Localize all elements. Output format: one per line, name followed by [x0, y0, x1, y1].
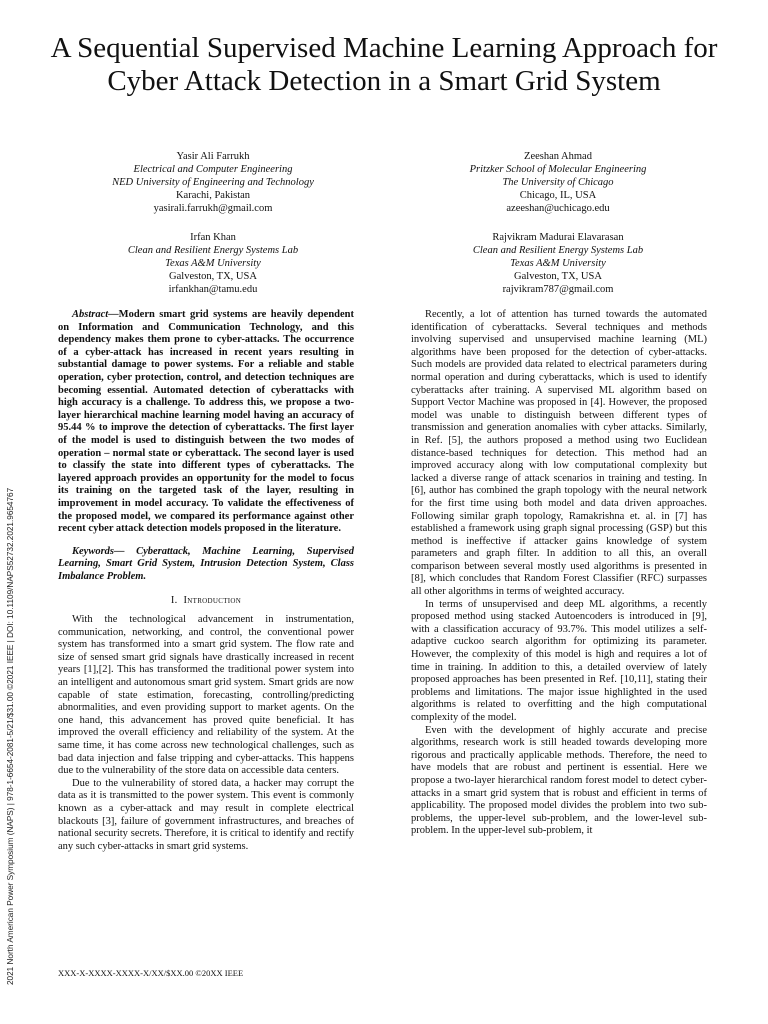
abstract-text: —Modern smart grid systems are heavily dependent on Information and Communication Technology, and this dependency makes them prone to cyber-attacks. The occurrence of a cyber-attack has increased in recent years resulting in substantial damage to power systems. For a reliable and stable operation, cyber protection, control, and detection techniques are becoming essential. Automated detection of cyberattacks with high accuracy is a challenge. To address this, we propose a two-layer hierarchical machine learning model having an accuracy of 95.44 % to improve the detection of cyberattacks. The first layer of the model is used to distinguish between the two modes of operation – normal state or cyberattack. The second layer is used to classify the state into different types of cyberattacks. The layered approach provides an opportunity for the model to focus its training on the targeted task of the layer, resulting in improvement in model accuracy. To validate the effectiveness of the proposed model, we compared its performance against other recent cyber attack detection models proposed in the literature. — [58, 309, 354, 535]
author-block-3 — [63, 231, 363, 296]
author-block-1 — [63, 150, 363, 215]
body-paragraph: Recently, a lot of attention has turned towards the automated identification of cyberattacks. Several techniques and methods involving supervised and unsupervised machine learning (ML) algorithms have been proposed for the detection of cyber-attacks. Such models are provided data related to electrical parameters during normal operation and during cyberattacks, which is used to identify cyberattacks after training. A supervised ML algorithm based on Support Vector Machine was proposed in [4]. However, the proposed model was unable to distinguish between different types of transmission and generation anomalies with cyber attacks. Similarly, in Ref. [5], the authors proposed a method using two Euclidean distance-based techniques for detection. This method had an improved accuracy along with low computational complexity but lacked a diverse range of attack scenarios in training and testing. In [6], author has combined the graph topology with the neural network for the first time using both model and data driven approaches. Following similar graph topology, Ramakrishna et. al. in [7] has established a framework using graph signal processing (GSP) but this method is ineffective if attacker gains knowledge of system parameters and graph filter. In addition to all this, an overall comparison between several mostly used algorithms is presented in [8], which concludes that Random Forest Classifier (RFC) surpasses all other algorithms in terms of weighted accuracy. — [411, 309, 707, 598]
body-paragraph: In terms of unsupervised and deep ML algorithms, a recently proposed method using stacked Autoencoders is introduced in [9], with a classification accuracy of 93.7%. This model utilizes a self-adaptive cuckoo search algorithm for optimizing its parameter. However, the complexity of this model is high and requires a lot of time in training. In addition to this, a detailed overview of lately proposed approaches has been presented in Ref. [10,11], stating their problems and limitations. The major issue highlighted in the used algorithms is related to overfitting and the high computational complexity of the model. — [411, 598, 707, 723]
author-affiliation: Clean and Resilient Energy Systems Lab — [127, 245, 299, 256]
abstract — [58, 309, 354, 536]
author-email: rajvikram787@gmail.com — [502, 284, 614, 295]
author-email: irfankhan@tamu.edu — [168, 284, 258, 295]
body-paragraph: Even with the development of highly accurate and precise algorithms, research work is still headed towards developing more rigorous and practically applicable methods. Therefore, the need to have models that are robust and pertinent is essential. Here we propose a two-layer hierarchical random forest model to detect cyber-attacks in a smart grid system that is robust and efficient in terms of applicability. The proposed model divides the problem into two sub-problems, the upper-level sub-problem, and the lower-level sub-problem. In the upper-level sub-problem, it — [411, 724, 707, 837]
author-name: Irfan Khan — [190, 232, 236, 243]
publication-sidebar: 2021 North American Power Symposium (NAPS) | 978-1-6654-2081-5/21/$31.00 ©2021 IEEE | DOI: 10.1109/NAPS52732.2021.9654767 — [6, 487, 15, 985]
author-affiliation: Clean and Resilient Energy Systems Lab — [472, 245, 644, 256]
author-location: Galveston, TX, USA — [514, 271, 602, 282]
copyright-footer: XXX-X-XXXX-XXXX-X/XX/$XX.00 ©20XX IEEE — [58, 968, 244, 978]
abstract-lead: Abstract — [72, 309, 109, 320]
author-block-2 — [408, 150, 708, 215]
body-paragraph: Due to the vulnerability of stored data, a hacker may corrupt the data as it is transmitted to the power system. This event is commonly known as a cyber-attack and may result in complete electrical blackouts [3], failure of government infrastructures, and breaches of national security secrets. Therefore, it is critical to identify and rectify any such cyber-attacks in smart grid systems. — [58, 777, 354, 852]
author-location: Galveston, TX, USA — [169, 271, 257, 282]
author-affiliation: Pritzker School of Molecular Engineering — [469, 164, 647, 175]
section-number: I. — [170, 595, 178, 607]
author-name: Zeeshan Ahmad — [524, 151, 592, 162]
section-heading — [58, 595, 354, 608]
keywords-lead: Keywords— — [72, 545, 125, 557]
author-location: Chicago, IL, USA — [519, 190, 597, 201]
section-title: Introduction — [183, 595, 242, 607]
keywords-text: Cyberattack, Machine Learning, Supervised Learning, Smart Grid System, Intrusion Detection System, Class Imbalance Problem. — [58, 545, 354, 582]
author-institution: Texas A&M University — [165, 258, 261, 269]
right-column — [411, 309, 707, 838]
keywords — [58, 546, 354, 584]
author-institution: Texas A&M University — [510, 258, 606, 269]
author-institution: NED University of Engineering and Technology — [112, 177, 314, 188]
author-name: Yasir Ali Farrukh — [176, 151, 250, 162]
left-column — [58, 309, 354, 853]
author-name: Rajvikram Madurai Elavarasan — [492, 232, 624, 243]
body-paragraph: With the technological advancement in instrumentation, communication, networking, and control, the conventional power system has transformed into a smart grid system. The flow rate and size of sensed smart grid signals have drastically increased in recent years [1],[2]. This has transformed the traditional power system into an intelligent and autonomous smart grid system. Smart grids are now capable of state estimation, forecasting, controlling/predicting abnormalities, and even providing support to market agents. On the one hand, this advancement has proved quite beneficial. It has improved the overall efficiency and reliability of the system. At the same time, it has come across new technological challenges, such as bad data injection and false tripping and cyber-attacks. This happens due to the vulnerability of the store data on accessible data centers. — [58, 614, 354, 777]
paper-title: A Sequential Supervised Machine Learning Approach for Cyber Attack Detection in a Smart Grid System — [50, 32, 718, 97]
author-affiliation: Electrical and Computer Engineering — [133, 164, 293, 175]
author-email: azeeshan@uchicago.edu — [506, 203, 610, 214]
author-email: yasirali.farrukh@gmail.com — [153, 203, 273, 214]
author-institution: The University of Chicago — [502, 177, 614, 188]
author-location: Karachi, Pakistan — [175, 190, 251, 201]
author-block-4 — [408, 231, 708, 296]
